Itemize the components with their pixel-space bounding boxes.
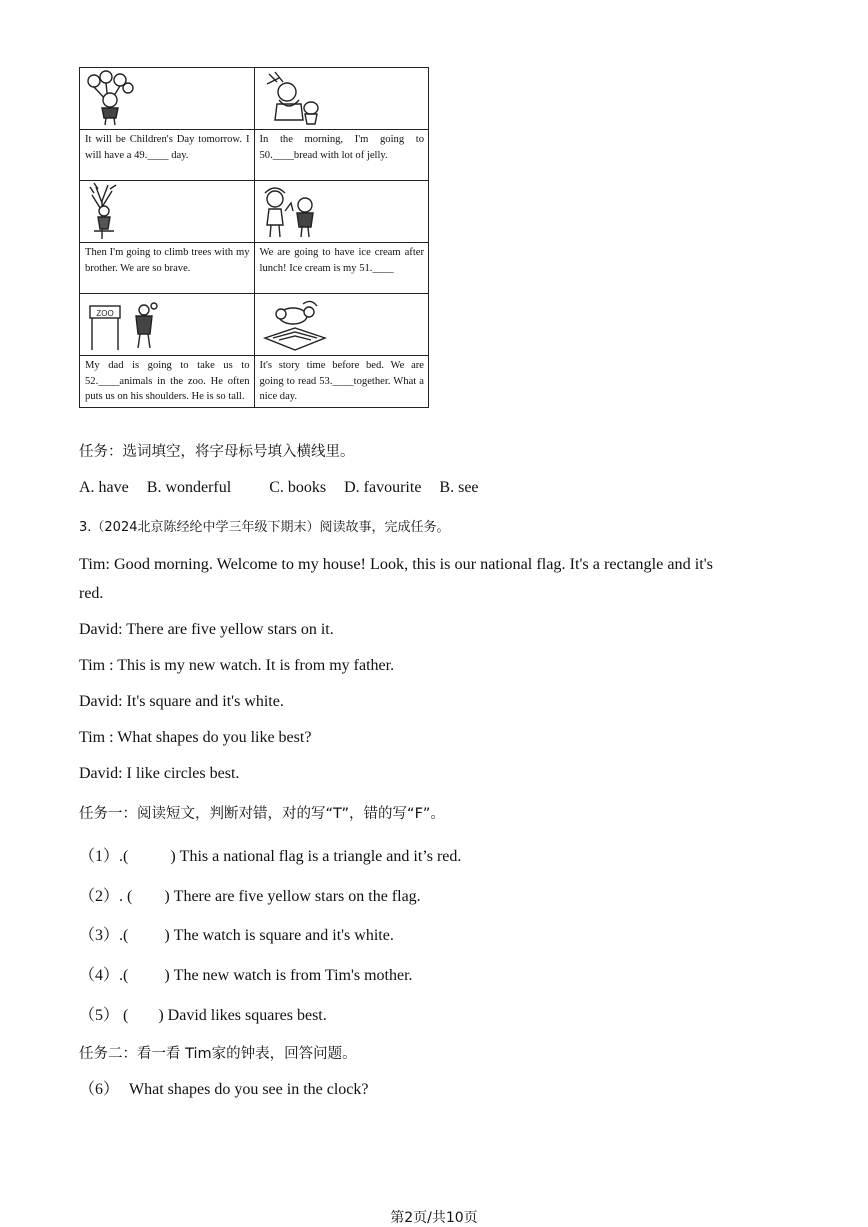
picture-table xyxy=(79,67,429,408)
ice-cream-picture xyxy=(254,181,429,243)
task-instruction: 任务：选词填空，将字母标号填入横线里。 xyxy=(79,444,355,460)
statement-text: David likes squares best. xyxy=(167,1007,327,1024)
cell-text-climb: Then I'm going to climb trees with my brother. We are so brave. xyxy=(80,243,255,294)
dialogue-line: Tim: Good morning. Welcome to my house! Look, this is our national flag. It's a rectangle and it's xyxy=(79,555,713,573)
statement-text: The new watch is from Tim's mother. xyxy=(173,967,413,984)
statement-number: （3）.( xyxy=(79,927,129,944)
statement-text: This a national flag is a triangle and it’s red. xyxy=(179,848,462,865)
option-c: C. books xyxy=(269,479,327,496)
question-6 xyxy=(79,1076,369,1099)
statement-row: （4）.( ) The new watch is from Tim's mother. xyxy=(79,967,413,984)
statement-text: The watch is square and it's white. xyxy=(173,927,394,944)
climbing-tree-picture xyxy=(80,181,255,243)
dialogue-line: Tim : This is my new watch. It is from my father. xyxy=(79,657,395,674)
zoo-sign-label: ZOO xyxy=(96,309,114,318)
cell-text-50: In the morning, I'm going to 50.____bread with lot of jelly. xyxy=(254,130,429,181)
statement-number: （1）.( xyxy=(79,848,129,865)
statement-number: （4）.( xyxy=(79,967,129,984)
zoo-picture xyxy=(80,294,255,356)
cell-text-51: We are going to have ice cream after lunch! Ice cream is my 51.____ xyxy=(254,243,429,294)
task-2-instruction: 任务二：看一看 Tim家的钟表，回答问题。 xyxy=(79,1046,357,1062)
statement-row: （5） ( ) David likes squares best. xyxy=(79,1007,327,1024)
statement-row: （2）. ( ) There are five yellow stars on the flag. xyxy=(79,888,421,905)
dialogue-line: red. xyxy=(79,585,104,602)
page-number-footer: 第2页/共10页 xyxy=(390,1210,478,1226)
statement-text: There are five yellow stars on the flag. xyxy=(173,888,421,905)
dialogue-line: David: I like circles best. xyxy=(79,765,240,782)
children-day-picture xyxy=(80,68,255,130)
statement-number: （5） ( xyxy=(79,1007,129,1024)
option-b: B. wonderful xyxy=(146,479,232,496)
cell-text-49: It will be Children's Day tomorrow. I will have a 49.____ day. xyxy=(80,130,255,181)
option-e: B. see xyxy=(439,479,479,496)
task-1-instruction: 任务一：阅读短文，判断对错，对的写“T”，错的写“F”。 xyxy=(79,806,445,822)
dialogue-line: David: It's square and it's white. xyxy=(79,693,284,710)
dialogue-line: David: There are five yellow stars on it. xyxy=(79,621,334,638)
word-options xyxy=(79,479,493,497)
dialogue-line: Tim : What shapes do you like best? xyxy=(79,729,312,746)
question-3-header: 3.（2024北京陈经纶中学三年级下期末）阅读故事，完成任务。 xyxy=(79,520,450,535)
statement-number: （2）. ( xyxy=(79,888,133,905)
question-6-number: （6） xyxy=(79,1081,120,1098)
statement-row: （3）.( ) The watch is square and it's white. xyxy=(79,927,394,944)
option-d: D. favourite xyxy=(344,479,422,496)
cell-text-52: My dad is going to take us to 52.____animals in the zoo. He often puts us on his shoulders. He is so tall. xyxy=(80,356,255,408)
breakfast-picture xyxy=(254,68,429,130)
option-a: A. have xyxy=(79,479,129,496)
question-6-text: What shapes do you see in the clock? xyxy=(129,1081,369,1098)
statement-row: （1）.( ) This a national flag is a triangle and it’s red. xyxy=(79,848,462,865)
story-time-picture xyxy=(254,294,429,356)
cell-text-53: It's story time before bed. We are going to read 53.____together. What a nice day. xyxy=(254,356,429,408)
